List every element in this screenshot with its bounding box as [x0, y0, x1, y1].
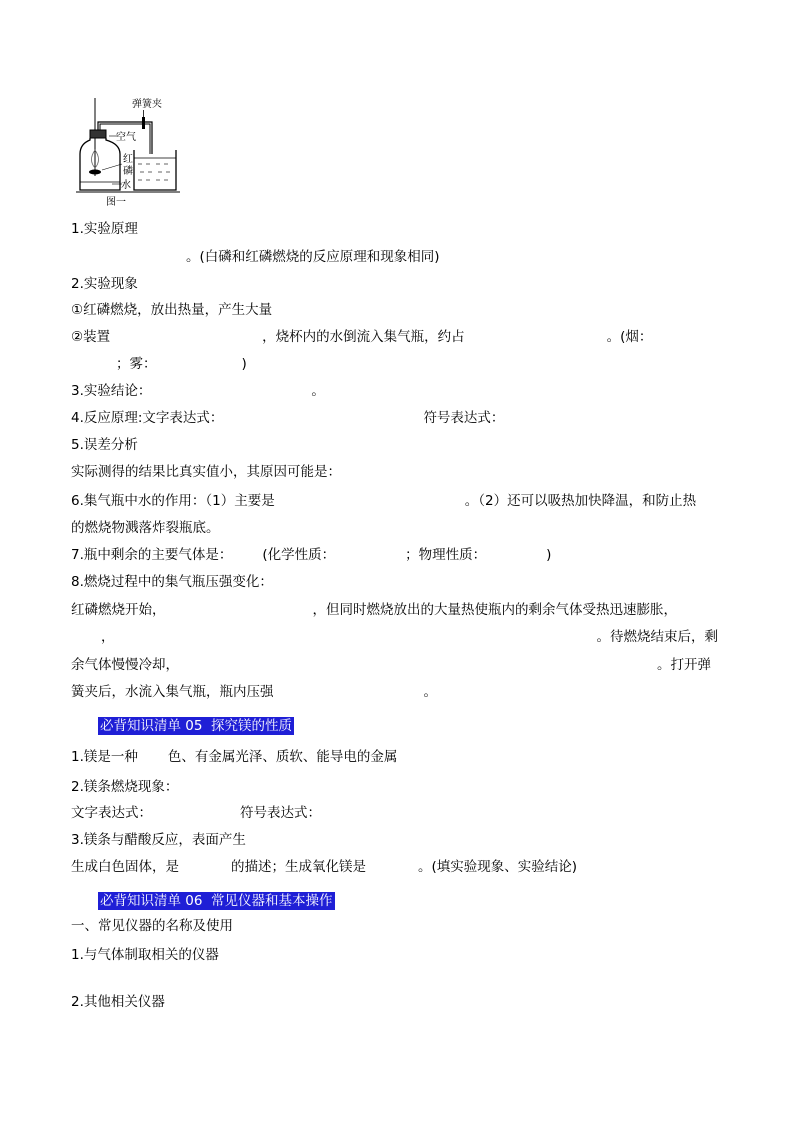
red-label-2: 磷: [123, 166, 133, 177]
air-label: 空气: [116, 132, 136, 143]
section-2-line-3: ；雾： ): [116, 356, 247, 372]
section-3-line: 3.实验结论： 。: [71, 383, 325, 399]
figure-caption: 图一: [106, 197, 126, 208]
apparatus-figure: [76, 96, 196, 208]
mg-line-3b: 生成白色固体，是 的描述；生成氧化镁是 。(填实验现象、实验结论): [71, 859, 578, 875]
spring-clip-icon: [142, 117, 145, 129]
section-2-title: 2.实验现象: [71, 276, 138, 292]
red-label-1: 红: [123, 154, 133, 165]
section-heading-05: 必背知识清单 05 探究镁的性质: [100, 718, 293, 734]
mg-line-3: 3.镁条与醋酸反应，表面产生: [71, 832, 246, 848]
section-2-line-1: ①红磷燃烧，放出热量，产生大量: [71, 302, 273, 318]
stopper-icon: [90, 130, 106, 138]
section-5-line: 实际测得的结果比真实值小，其原因可能是：: [71, 464, 341, 480]
mg-line-1: 1.镁是一种 色、有金属光泽、质软、能导电的金属: [71, 749, 398, 765]
section-4-line: 4.反应原理:文字表达式： 符号表达式：: [71, 410, 505, 426]
section-heading-06: 必背知识清单 06 常见仪器和基本操作: [100, 893, 333, 909]
section-8-line-1: 红磷燃烧开始， ，但同时燃烧放出的大量热使瓶内的剩余气体受热迅速膨胀，: [71, 602, 677, 618]
section-8-line-3: 余气体慢慢冷却， 。打开弹: [71, 657, 711, 673]
beaker-icon: [134, 150, 176, 190]
instruments-title: 一、常见仪器的名称及使用: [71, 918, 233, 934]
section-8-line-4: 簧夹后，水流入集气瓶，瓶内压强 。: [71, 684, 437, 700]
section-8-line-2: ， 。待燃烧结束后，剩: [101, 629, 718, 645]
mg-line-2: 2.镁条燃烧现象：: [71, 779, 179, 795]
water-label: 水: [121, 180, 131, 191]
clip-label: 弹簧夹: [132, 99, 162, 110]
section-1-line: 。(白磷和红磷燃烧的反应原理和现象相同): [186, 249, 440, 265]
combustion-spoon-icon: [89, 170, 101, 175]
section-7-line: 7.瓶中剩余的主要气体是： (化学性质： ；物理性质： ): [71, 547, 552, 563]
instruments-line-2: 2.其他相关仪器: [71, 994, 165, 1010]
section-2-line-2: ②装置 ，烧杯内的水倒流入集气瓶，约占 。(烟：: [71, 329, 653, 345]
instruments-line-1: 1.与气体制取相关的仪器: [71, 947, 219, 963]
section-6-line-1: 6.集气瓶中水的作用：（1）主要是 。（2）还可以吸热加快降温，和防止热: [71, 493, 697, 509]
section-1-title: 1.实验原理: [71, 221, 138, 237]
section-8-title: 8.燃烧过程中的集气瓶压强变化：: [71, 574, 273, 590]
section-6-line-2: 的燃烧物溅落炸裂瓶底。: [71, 520, 220, 536]
mg-line-2-expr: 文字表达式： 符号表达式：: [71, 805, 321, 821]
section-5-title: 5.误差分析: [71, 437, 138, 453]
